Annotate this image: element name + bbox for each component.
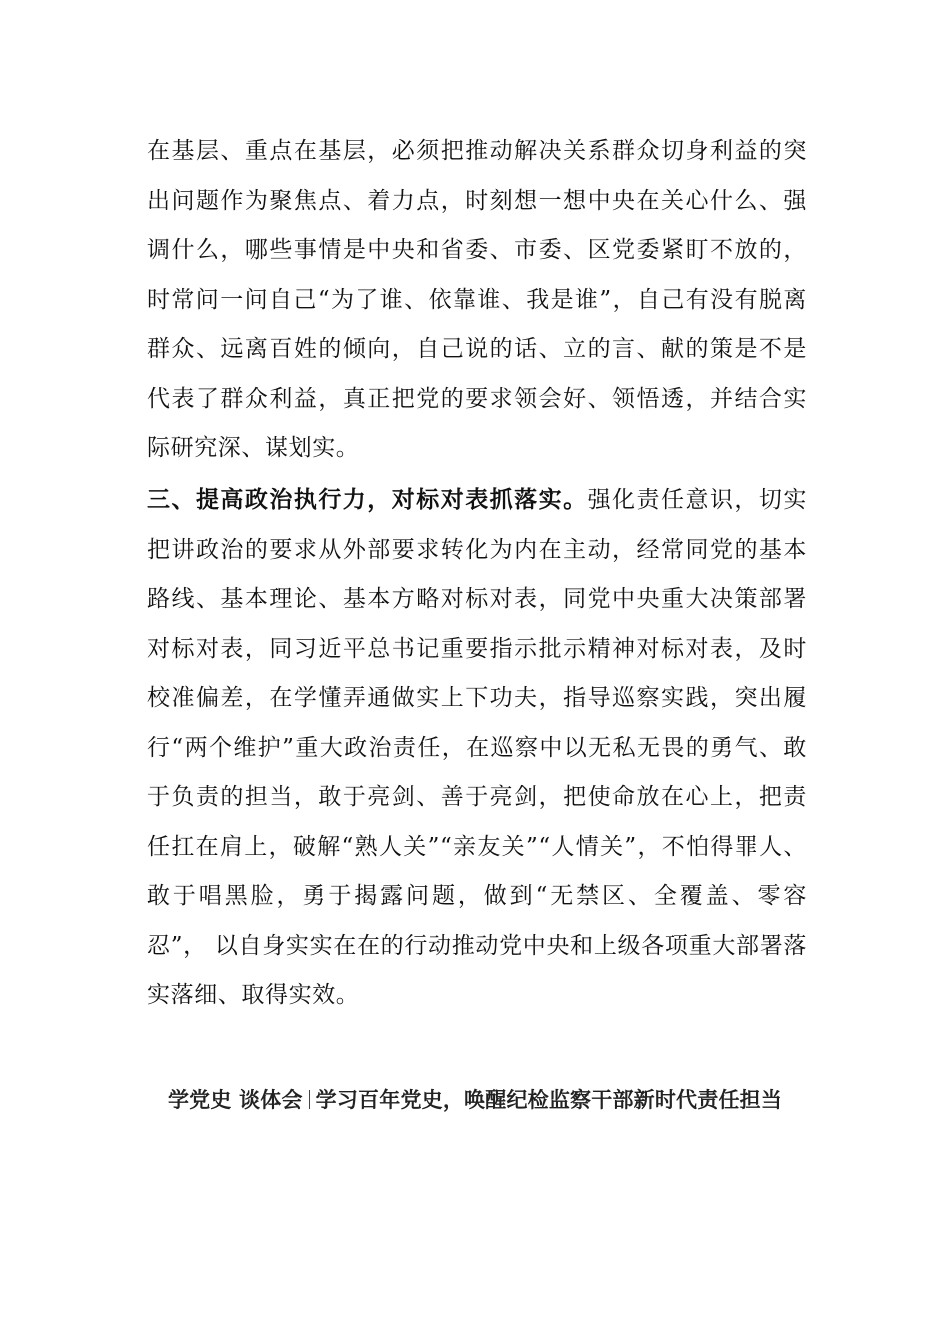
body-paragraph-continued: 在基层、重点在基层，必须把推动解决关系群众切身利益的突出问题作为聚焦点、着力点，时刻想一想中央在关心什么、强调什么，哪些事情是中央和省委、市委、区党委紧盯不放的，时常问一问自己“为了谁、依靠谁、我是谁”，自己有没有脱离群众、远离百姓的倾向，自己说的话、立的言、献的策是不是代表了群众利益，真正把党的要求领会好、领悟透，并结合实际研究深、谋划实。 bbox=[147, 138, 807, 461]
heading-column-label: 学党史 谈体会 bbox=[167, 1088, 303, 1112]
body-paragraph-section-three bbox=[147, 475, 807, 1021]
heading-separator bbox=[309, 1090, 310, 1109]
heading-title: 学习百年党史，唤醒纪检监察干部新时代责任担当 bbox=[315, 1088, 783, 1112]
article-heading bbox=[0, 1084, 950, 1114]
section-three-lead-sentence: 三、提高政治执行力，对标对表抓落实。 bbox=[147, 486, 588, 513]
section-three-body-text: 强化责任意识，切实把讲政治的要求从外部要求转化为内在主动，经常同党的基本路线、基本理论、基本方略对标对表，同党中央重大决策部署对标对表，同习近平总书记重要指示批示精神对标对表，及时校准偏差，在学懂弄通做实上下功夫，指导巡察实践，突出履行“两个维护”重大政治责任，在巡察中以无私无畏的勇气、敢于负责的担当，敢于亮剑、善于亮剑，把使命放在心上，把责任扛在肩上，破解“熟人关”“亲友关”“人情关”，不怕得罪人、敢于唱黑脸，勇于揭露问题，做到“无禁区、全覆盖、零容忍”， 以自身实实在在的行动推动党中央和上级各项重大部署落实落细、取得实效。 bbox=[147, 487, 807, 1008]
